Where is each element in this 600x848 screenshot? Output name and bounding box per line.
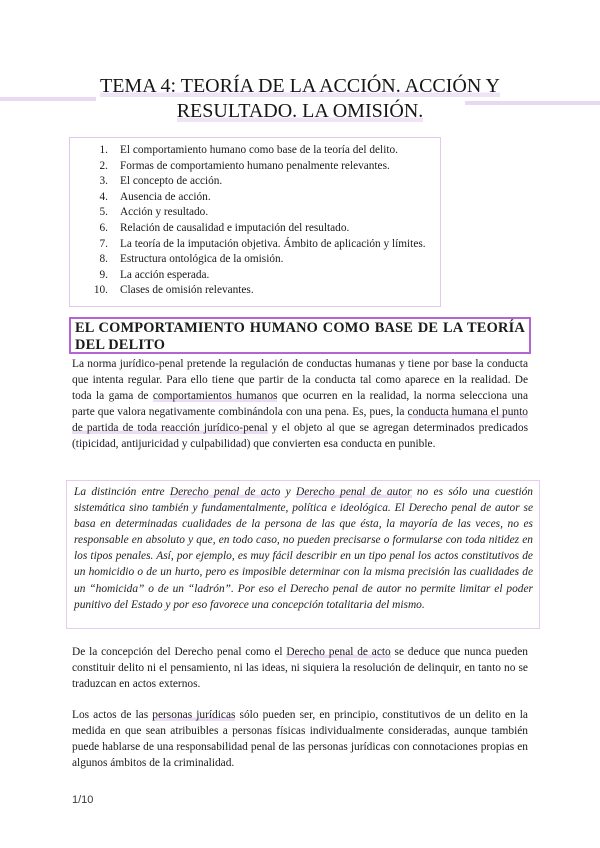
toc-item: 10. Clases de omisión relevantes. (93, 284, 254, 297)
highlight-term: Derecho penal de acto (286, 646, 391, 658)
highlight-term: comportamientos humanos (152, 390, 278, 403)
toc-item: 8. Estructura ontológica de la omisión. (99, 253, 284, 266)
quote-box (66, 480, 540, 629)
toc-item: 1. El comportamiento humano como base de la teoría del delito. (99, 144, 398, 156)
table-of-contents (69, 137, 441, 307)
toc-item: 5. Acción y resultado. (99, 206, 209, 219)
section-heading: EL COMPORTAMIENTO HUMANO COMO BASE DE LA TEORÍA DEL DELITO (69, 317, 531, 354)
highlight-term: personas jurídicas (152, 709, 236, 721)
toc-item: 6. Relación de causalidad e imputación del resultado. (99, 221, 350, 234)
highlight-term: Derecho penal de autor (296, 486, 412, 498)
title-line-2: RESULTADO. LA OMISIÓN. (176, 100, 424, 122)
toc-item: 4. Ausencia de acción. (99, 190, 211, 203)
paragraph-personas-juridicas: Los actos de las personas jurídicas sólo pueden ser, en principio, constitutivos de un delito en la medida en que sean atribuibles a personas físicas individualmente consideradas, aunque también puede hablarse de una responsabilidad penal de las personas jurídicas con connotaciones propias en algunos ámbitos de la criminalidad. (72, 709, 528, 770)
highlight-term: conducta humana el punto de partida de toda reacción jurídico-penal (72, 406, 528, 435)
page-number: 1/10 (72, 794, 94, 806)
toc-item: 2. Formas de comportamiento humano penalmente relevantes. (99, 159, 390, 172)
paragraph-derecho-penal-de-acto: De la concepción del Derecho penal como el Derecho penal de acto se deduce que nunca pueden constituir delito ni el pensamiento, ni las ideas, ni siquiera la resolución de delinquir, en tanto no se traduzcan en actos externos. (72, 646, 528, 691)
highlight-term: Derecho penal de acto (169, 486, 281, 498)
quote-text: La distinción entre Derecho penal de acto y Derecho penal de autor no es sólo una cuestión sistemática sino también y fundamentalmente, política e ideológica. El Derecho penal de autor se basa en determinadas cualidades de la persona de las que ésta, la mayoría de las veces, no es responsable en absoluto y que, en todo caso, no pueden precisarse o formularse con toda nitidez en los tipos penales. Así, por ejemplo, es muy fácil describir en un tipo penal los actos constitutivos de un homicidio o de un hurto, pero es imposible determinar con la misma precisión las cualidades de un “homicida” o de un “ladrón”. Por eso el Derecho penal de autor no permite limitar el poder punitivo del Estado y por eso favorece una concepción totalitaria del mismo. (74, 486, 533, 611)
toc-item: 7. La teoría de la imputación objetiva. Ámbito de aplicación y límites. (99, 237, 426, 250)
page-title (80, 74, 520, 124)
toc-item: 3. El concepto de acción. (99, 175, 223, 188)
title-line-1: TEMA 4: TEORÍA DE LA ACCIÓN. ACCIÓN Y (99, 75, 501, 97)
toc-item: 9. La acción esperada. (99, 268, 210, 281)
paragraph-norma: La norma jurídico-penal pretende la regulación de conductas humanas y tiene por base la conducta que intenta regular. Para ello tiene que partir de la conducta tal como aparece en la realidad. De toda la gama de comportamientos humanos que ocurren en la realidad, la norma selecciona una parte que valora negativamente combinándola con una pena. Es, pues, la conducta humana el punto de partida de toda reacción jurídico-penal y el objeto al que se agregan determinados predicados (tipicidad, antijuricidad y culpabilidad) que convierten esa conducta en punible. (72, 358, 529, 451)
